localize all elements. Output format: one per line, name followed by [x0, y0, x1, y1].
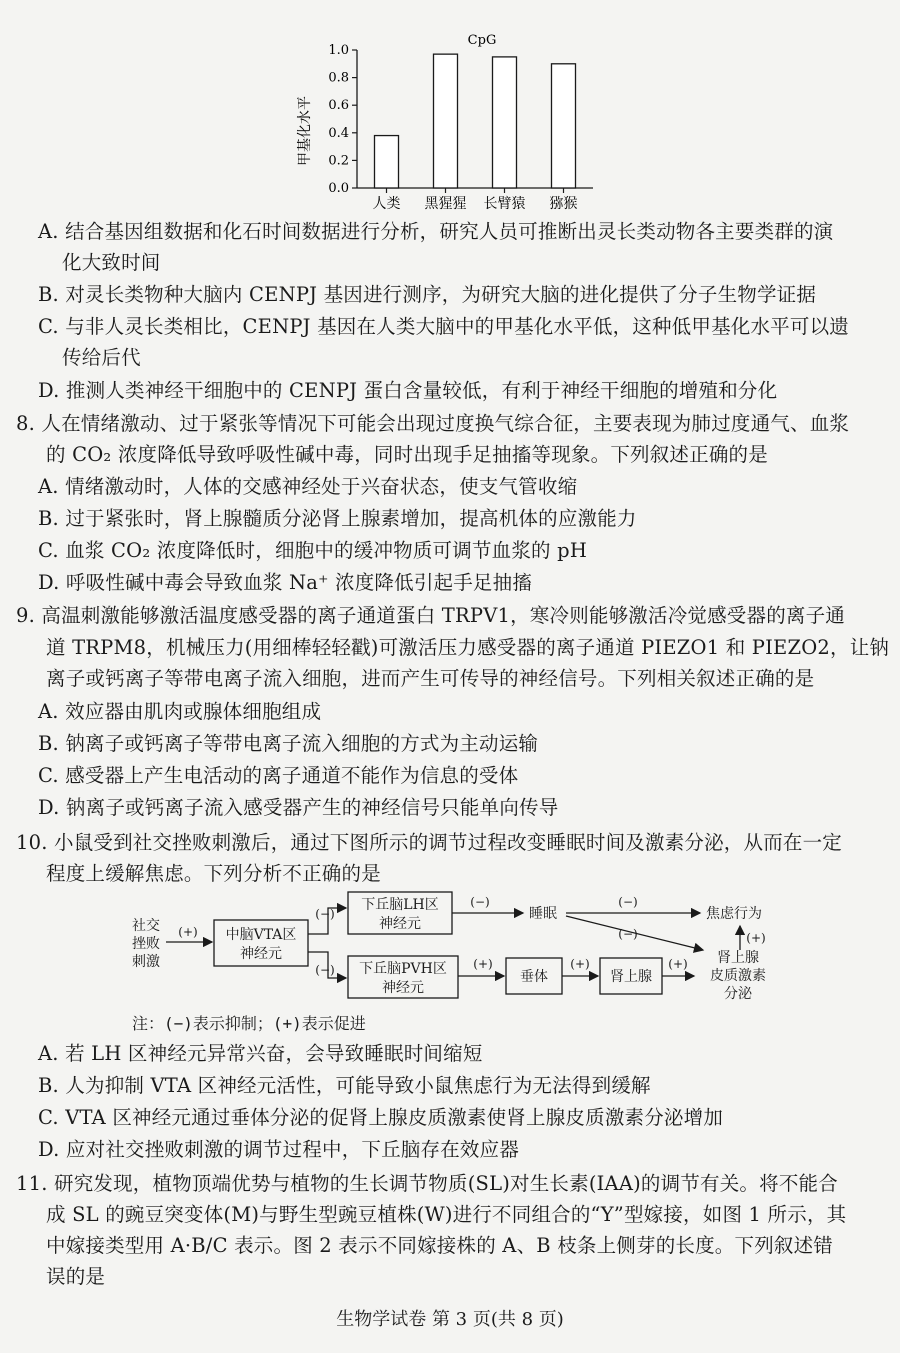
chart-x-tick-label: 人类 — [372, 196, 401, 212]
flow-stimulus-line2: 挫败 — [132, 936, 160, 952]
q11-stem-cont-1: 成 SL 的豌豆突变体(M)与野生型豌豆植株(W)进行不同组合的“Y”型嫁接，如图 1 所示，其 — [46, 1203, 847, 1226]
flow-sign-7: (+) — [746, 931, 766, 945]
q9-stem-cont-1: 道 TRPM8，机械压力(用细棒轻轻戳)可激活压力感受器的离子通道 PIEZO1 和 PIEZO2，让钠 — [46, 636, 890, 659]
q10-option-d: D. 应对社交挫败刺激的调节过程中，下丘脑存在效应器 — [38, 1138, 520, 1161]
flow-sign-9: (+) — [570, 957, 590, 971]
flow-pituitary: 垂体 — [520, 969, 548, 985]
chart-y-tick-label: 0.4 — [328, 125, 349, 141]
q7-option-a-cont: 化大致时间 — [62, 251, 161, 274]
flow-stimulus-line3: 刺激 — [132, 954, 160, 970]
flow-pvh-line2: 神经元 — [382, 980, 424, 996]
q11-stem: 11. 研究发现，植物顶端优势与植物的生长调节物质(SL)对生长素(IAA)的调节有关。将不能合 — [16, 1172, 838, 1195]
flow-lh-line2: 神经元 — [379, 916, 421, 932]
q9-stem: 9. 高温刺激能够激活温度感受器的离子通道蛋白 TRPV1，寒冷则能够激活冷觉感受器的离子通 — [16, 604, 846, 627]
chart-bar — [434, 54, 458, 188]
q8-option-b: B. 过于紧张时，肾上腺髓质分泌肾上腺素增加，提高机体的应激能力 — [38, 507, 637, 530]
flow-sign-8: (+) — [473, 957, 493, 971]
chart-x-tick-label: 长臂猿 — [483, 196, 526, 212]
flow-adrenal: 肾上腺 — [610, 969, 652, 985]
q9-option-c: C. 感受器上产生电活动的离子通道不能作为信息的受体 — [38, 764, 519, 787]
q9-option-a: A. 效应器由肌肉或腺体细胞组成 — [38, 700, 322, 723]
q7-option-c-cont: 传给后代 — [62, 346, 141, 369]
chart-x-tick-label: 黑猩猩 — [424, 196, 467, 212]
chart-bar — [493, 57, 517, 188]
q7-option-b: B. 对灵长类物种大脑内 CENPJ 基因进行测序，为研究大脑的进化提供了分子生物学证据 — [38, 283, 817, 306]
chart-svg — [295, 28, 615, 218]
page-footer: 生物学试卷 第 3 页(共 8 页) — [336, 1309, 564, 1330]
flow-sign-3: (−) — [315, 963, 335, 977]
flow-sign-5: (−) — [618, 895, 638, 909]
q10-diagram-note: 注：(−)表示抑制；(+)表示促进 — [132, 1014, 366, 1033]
q10-stem-cont: 程度上缓解焦虑。下列分析不正确的是 — [46, 862, 381, 885]
flow-sign-10: (+) — [668, 957, 688, 971]
q9-option-d: D. 钠离子或钙离子流入感受器产生的神经信号只能单向传导 — [38, 796, 559, 819]
q7-option-a: A. 结合基因组数据和化石时间数据进行分析，研究人员可推断出灵长类动物各主要类群的演 — [38, 220, 834, 243]
flow-sign-4: (−) — [470, 895, 490, 909]
q7-option-d: D. 推测人类神经干细胞中的 CENPJ 蛋白含量较低，有利于神经干细胞的增殖和分化 — [38, 379, 778, 402]
chart-bar — [375, 136, 399, 188]
q8-stem: 8. 人在情绪激动、过于紧张等情况下可能会出现过度换气综合征，主要表现为肺过度通气、血浆 — [16, 412, 850, 435]
flow-sleep: 睡眠 — [529, 906, 557, 922]
flow-anxiety: 焦虑行为 — [706, 906, 762, 922]
flow-svg — [128, 890, 778, 1002]
flow-hormone-line2: 皮质激素 — [710, 968, 766, 984]
chart-y-tick-label: 0.6 — [328, 98, 349, 114]
q8-option-c: C. 血浆 CO₂ 浓度降低时，细胞中的缓冲物质可调节血浆的 pH — [38, 539, 588, 562]
q11-stem-cont-3: 误的是 — [46, 1265, 106, 1288]
q10-option-b: B. 人为抑制 VTA 区神经元活性，可能导致小鼠焦虑行为无法得到缓解 — [38, 1074, 651, 1097]
q9-stem-cont-2: 离子或钙离子等带电离子流入细胞，进而产生可传导的神经信号。下列相关叙述正确的是 — [46, 667, 815, 690]
chart-x-tick-label: 猕猴 — [549, 196, 578, 212]
flow-sign-1: (+) — [178, 925, 198, 939]
regulation-flow-diagram — [128, 890, 778, 1002]
flow-hormone-line3: 分泌 — [724, 986, 752, 1002]
q10-stem: 10. 小鼠受到社交挫败刺激后，通过下图所示的调节过程改变睡眠时间及激素分泌，从而在一定 — [16, 831, 843, 854]
q11-stem-cont-2: 中嫁接类型用 A·B/C 表示。图 2 表示不同嫁接株的 A、B 枝条上侧芽的长度。下列叙述错 — [46, 1234, 834, 1257]
flow-sign-2: (−) — [315, 907, 335, 921]
flow-lh-line1: 下丘脑LH区 — [361, 897, 439, 913]
flow-vta-line1: 中脑VTA区 — [225, 927, 297, 943]
q8-option-d: D. 呼吸性碱中毒会导致血浆 Na⁺ 浓度降低引起手足抽搐 — [38, 571, 533, 594]
q9-option-b: B. 钠离子或钙离子等带电离子流入细胞的方式为主动运输 — [38, 732, 539, 755]
flow-sign-6: (−) — [618, 927, 638, 941]
chart-bar — [552, 64, 576, 188]
methylation-bar-chart — [295, 28, 615, 218]
q8-stem-cont: 的 CO₂ 浓度降低导致呼吸性碱中毒，同时出现手足抽搐等现象。下列叙述正确的是 — [46, 443, 768, 466]
flow-vta-line2: 神经元 — [240, 946, 282, 962]
chart-y-tick-label: 1.0 — [328, 43, 349, 58]
flow-pvh-line1: 下丘脑PVH区 — [359, 961, 447, 977]
q8-option-a: A. 情绪激动时，人体的交感神经处于兴奋状态，使支气管收缩 — [38, 475, 578, 498]
q10-option-c: C. VTA 区神经元通过垂体分泌的促肾上腺皮质激素使肾上腺皮质激素分泌增加 — [38, 1106, 724, 1129]
chart-y-axis-label: 甲基化水平 — [297, 96, 313, 166]
flow-stimulus-line1: 社交 — [132, 918, 160, 934]
flow-hormone-line1: 肾上腺 — [717, 950, 759, 966]
q7-option-c: C. 与非人灵长类相比，CENPJ 基因在人类大脑中的甲基化水平低，这种低甲基化水平可以遗 — [38, 315, 849, 338]
chart-y-tick-label: 0.8 — [328, 70, 349, 86]
chart-bars — [375, 54, 576, 188]
chart-title: CpG — [467, 33, 497, 48]
chart-y-tick-label: 0.2 — [328, 153, 349, 169]
chart-y-tick-label: 0.0 — [328, 181, 349, 196]
q10-option-a: A. 若 LH 区神经元异常兴奋，会导致睡眠时间缩短 — [38, 1042, 483, 1065]
